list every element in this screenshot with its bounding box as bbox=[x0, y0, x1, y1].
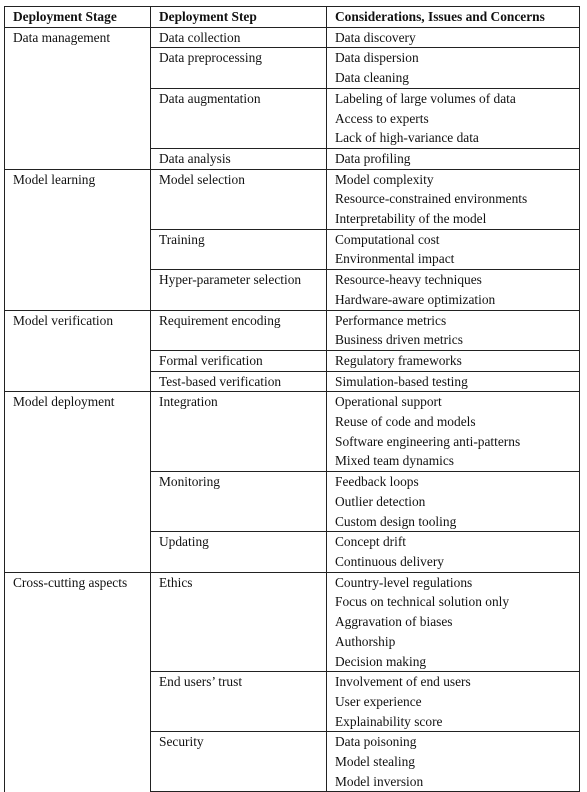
step-cell: End users’ trust bbox=[151, 672, 327, 732]
step-cell: Data analysis bbox=[151, 148, 327, 169]
step-cell: Data augmentation bbox=[151, 88, 327, 148]
step-cell: Data collection bbox=[151, 27, 327, 48]
concern-item: Model complexity bbox=[335, 171, 434, 187]
concern-item: Model stealing bbox=[335, 754, 415, 770]
concerns-cell bbox=[327, 270, 580, 310]
concerns-cell bbox=[327, 48, 580, 88]
concern-item: Model inversion bbox=[335, 773, 424, 789]
concern-item: Reuse of code and models bbox=[335, 414, 476, 430]
concern-item: User experience bbox=[335, 693, 422, 709]
concern-item: Performance metrics bbox=[335, 312, 447, 328]
stage-cell: Model learning bbox=[5, 169, 151, 310]
concerns-cell bbox=[327, 27, 580, 48]
concern-item: Decision making bbox=[335, 653, 427, 669]
step-cell: Hyper-parameter selection bbox=[151, 270, 327, 310]
table-row bbox=[5, 572, 580, 672]
concerns-cell bbox=[327, 371, 580, 392]
concerns-cell bbox=[327, 732, 580, 792]
table-header-row bbox=[5, 7, 580, 28]
concern-item: Resource-heavy techniques bbox=[335, 272, 482, 288]
concern-item: Aggravation of biases bbox=[335, 614, 453, 630]
concerns-cell bbox=[327, 169, 580, 229]
concern-item: Data profiling bbox=[335, 150, 411, 166]
concern-item: Hardware-aware optimization bbox=[335, 291, 496, 307]
concern-item: Data cleaning bbox=[335, 70, 409, 86]
concern-item: Access to experts bbox=[335, 110, 429, 126]
step-cell: Test-based verification bbox=[151, 371, 327, 392]
table-body bbox=[5, 27, 580, 792]
concern-item: Software engineering anti-patterns bbox=[335, 433, 521, 449]
concern-item: Business driven metrics bbox=[335, 332, 463, 348]
concerns-cell bbox=[327, 392, 580, 472]
concern-item: Continuous delivery bbox=[335, 553, 444, 569]
concern-item: Operational support bbox=[335, 394, 442, 410]
table-row bbox=[5, 169, 580, 229]
concern-item: Computational cost bbox=[335, 231, 440, 247]
table-row bbox=[5, 392, 580, 472]
step-cell: Requirement encoding bbox=[151, 310, 327, 350]
concerns-cell bbox=[327, 350, 580, 371]
concern-item: Data poisoning bbox=[335, 734, 417, 750]
table-row bbox=[5, 310, 580, 350]
concerns-cell bbox=[327, 472, 580, 532]
step-cell: Monitoring bbox=[151, 472, 327, 532]
stage-cell: Model verification bbox=[5, 310, 151, 392]
concern-item: Custom design tooling bbox=[335, 513, 457, 529]
concerns-cell bbox=[327, 572, 580, 672]
header-deployment-step: Deployment Step bbox=[151, 7, 327, 28]
concern-item: Interpretability of the model bbox=[335, 211, 487, 227]
step-cell: Integration bbox=[151, 392, 327, 472]
concern-item: Simulation-based testing bbox=[335, 373, 468, 389]
step-cell: Ethics bbox=[151, 572, 327, 672]
stage-cell: Data management bbox=[5, 27, 151, 169]
concern-item: Data discovery bbox=[335, 29, 416, 45]
concern-item: Focus on technical solution only bbox=[335, 594, 510, 610]
concern-item: Explainability score bbox=[335, 713, 443, 729]
concerns-cell bbox=[327, 229, 580, 269]
concern-item: Involvement of end users bbox=[335, 674, 471, 690]
deployment-table bbox=[4, 6, 580, 792]
stage-cell: Cross-cutting aspects bbox=[5, 572, 151, 792]
concerns-cell bbox=[327, 88, 580, 148]
concerns-cell bbox=[327, 672, 580, 732]
step-cell: Training bbox=[151, 229, 327, 269]
step-cell: Data preprocessing bbox=[151, 48, 327, 88]
step-cell: Formal verification bbox=[151, 350, 327, 371]
concern-item: Authorship bbox=[335, 633, 396, 649]
concern-item: Country-level regulations bbox=[335, 574, 473, 590]
concern-item: Resource-constrained environments bbox=[335, 191, 528, 207]
table-row bbox=[5, 27, 580, 48]
step-cell: Model selection bbox=[151, 169, 327, 229]
step-cell: Security bbox=[151, 732, 327, 792]
concern-item: Mixed team dynamics bbox=[335, 453, 454, 469]
concerns-cell bbox=[327, 532, 580, 572]
stage-cell: Model deployment bbox=[5, 392, 151, 572]
concern-item: Labeling of large volumes of data bbox=[335, 90, 516, 106]
concern-item: Outlier detection bbox=[335, 493, 426, 509]
concern-item: Regulatory frameworks bbox=[335, 352, 462, 368]
concern-item: Environmental impact bbox=[335, 251, 455, 267]
concerns-cell bbox=[327, 310, 580, 350]
concerns-cell bbox=[327, 148, 580, 169]
step-cell: Updating bbox=[151, 532, 327, 572]
concern-item: Data dispersion bbox=[335, 50, 419, 66]
header-deployment-stage: Deployment Stage bbox=[5, 7, 151, 28]
concern-item: Lack of high-variance data bbox=[335, 130, 479, 146]
concern-item: Feedback loops bbox=[335, 474, 419, 490]
header-considerations: Considerations, Issues and Concerns bbox=[327, 7, 580, 28]
concern-item: Concept drift bbox=[335, 534, 407, 550]
